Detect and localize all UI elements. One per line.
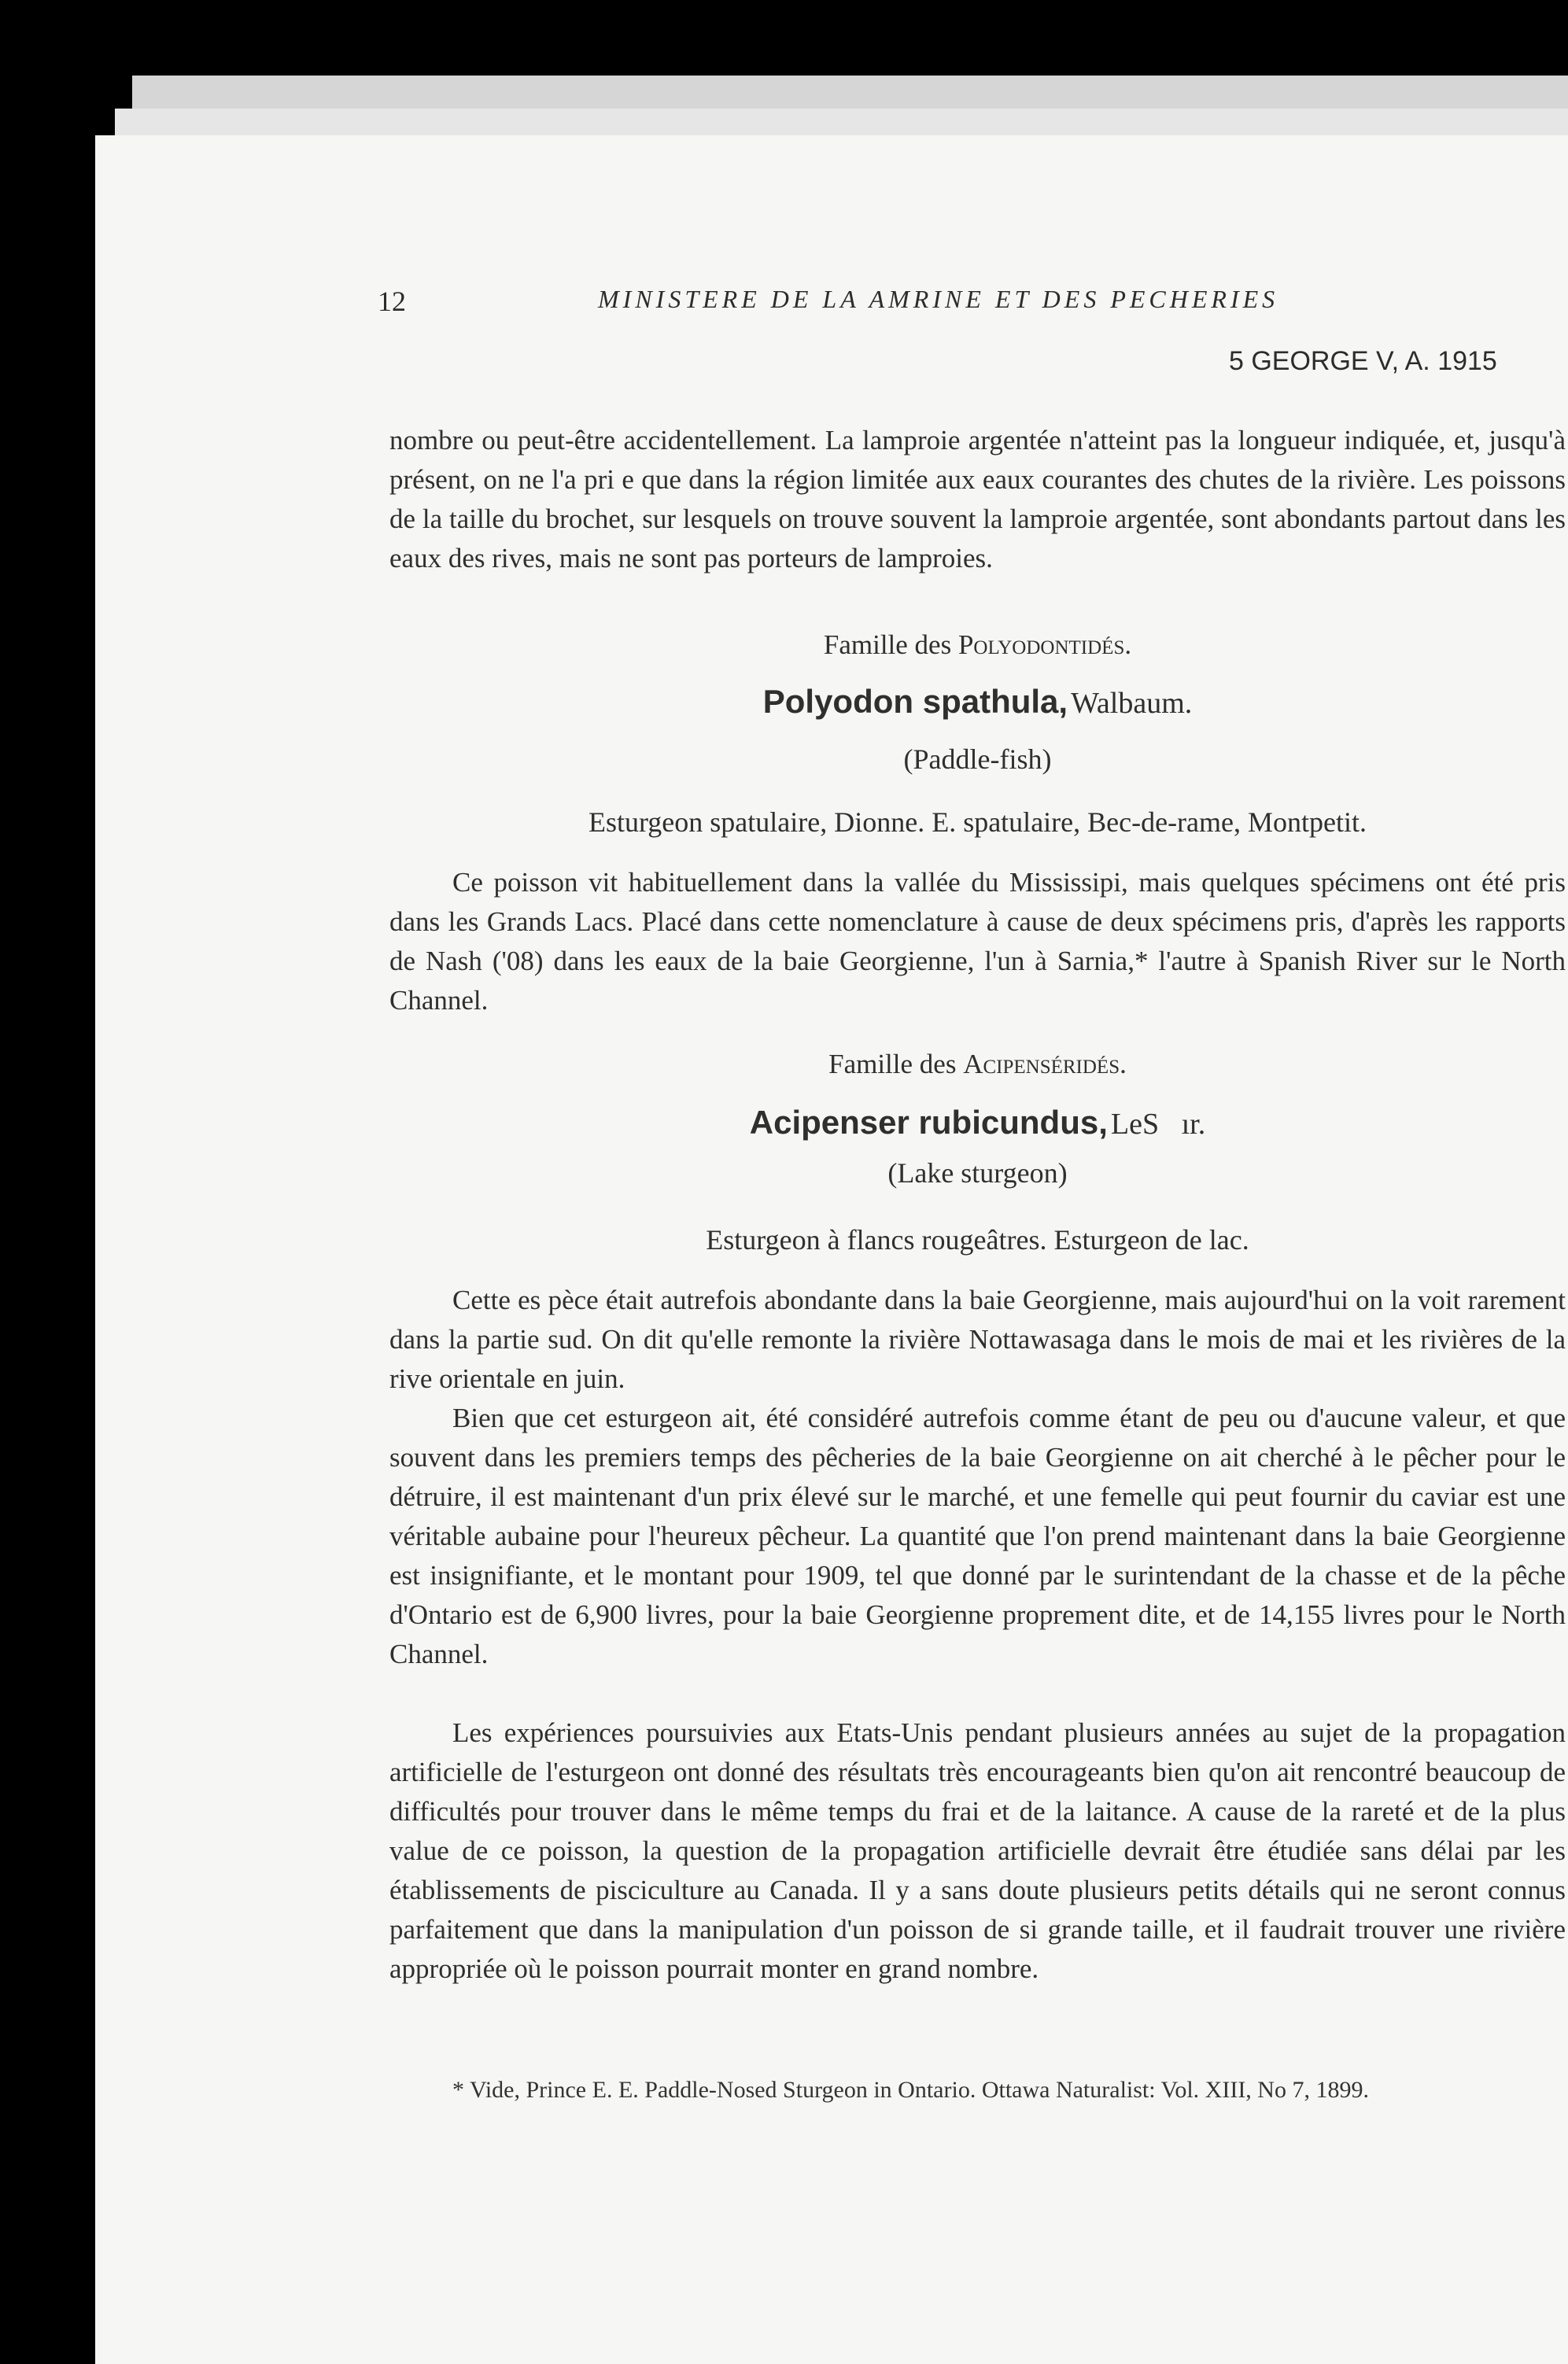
family-name: Polyodontidés. <box>957 629 1132 660</box>
page-number: 12 <box>378 286 406 317</box>
species-name: Acipenser rubicundus, <box>749 1104 1108 1141</box>
family-prefix: Famille des <box>823 629 952 660</box>
section-paragraph: Ce poisson vit habituellement dans la vallée du Mississipi, mais quelques spécimens ont été pris dans les Grands Lacs. Placé dans cette nomenclature à cause de deux spécimens pris, d'après les rapports de Nash ('08) dans les eaux de la baie Georgienne, l'un à Sarnia,* l'autre à Spanish River sur le North Channel. <box>389 867 1566 1016</box>
section-paragraph: Bien que cet esturgeon ait, été considéré autrefois comme étant de peu ou d'aucune valeur, et que souvent dans les premiers temps des pêcheries de la baie Georgienne on ait cherché à le pêcher pour le détruire, il est maintenant d'un prix élevé sur le marché, et une femelle qui peut fournir du caviar est une véritable aubaine pour l'heureux pêcheur. La quantité que l'on prend maintenant dans la baie Georgienne est insignifiante, et le montant pour 1909, tel que donné par le surintendant de la chasse et de la pêche d'Ontario est de 6,900 livres, pour la baie Georgienne proprement dite, et de 14,155 livres pour le North Channel. <box>389 1403 1566 1669</box>
synonyms: Esturgeon spatulaire, Dionne. E. spatulaire, Bec-de-rame, Montpetit. <box>588 806 1367 838</box>
species-authority: LeS ır. <box>1110 1108 1206 1141</box>
family-prefix: Famille des <box>828 1049 957 1079</box>
family-name: Acipenséridés. <box>963 1049 1127 1079</box>
session-label: 5 GEORGE V, A. 1915 <box>1229 346 1497 376</box>
species-heading <box>389 683 1566 721</box>
section-paragraph: Les expériences poursuivies aux Etats-Unis pendant plusieurs années au sujet de la propagation artificielle de l'esturgeon ont donné des résultats très encourageants bien qu'on ait rencontré beaucoup de difficultés pour trouver dans le même temps du frai et de la laitance. A cause de la rareté et de la plus value de ce poisson, la question de la propagation artificielle devrait être étudiée sans délai par les établissements de pisciculture au Canada. Il y a sans doute plusieurs petits détails qui ne seront connus parfaitement que dans la manipulation d'un poisson de si grande taille, et il faudrait trouver une rivière appropriée où le poisson pourrait monter en grand nombre. <box>389 1717 1566 1984</box>
footnote: * Vide, Prince E. E. Paddle-Nosed Sturgeon in Ontario. Ottawa Naturalist: Vol. XIII, No 7, 1899. <box>452 2077 1369 2103</box>
species-name: Polyodon spathula, <box>762 683 1068 720</box>
family-heading <box>389 1049 1566 1080</box>
running-title: MINISTERE DE LA AMRINE ET DES PECHERIES <box>598 285 1279 313</box>
synonyms: Esturgeon à flancs rougeâtres. Esturgeon de lac. <box>706 1224 1249 1256</box>
species-authority: Walbaum. <box>1071 687 1193 720</box>
family-heading <box>389 629 1566 661</box>
section-paragraph: Cette es pèce était autrefois abondante dans la baie Georgienne, mais aujourd'hui on la voit rarement dans la partie sud. On dit qu'elle remonte la rivière Nottawasaga dans le mois de mai et les rivières de la rive orientale en juin. <box>389 1285 1566 1394</box>
common-name: (Paddle-fish) <box>903 743 1052 775</box>
intro-paragraph: nombre ou peut-être accidentellement. La lamproie argentée n'atteint pas la longueur indiquée, et, jusqu'à présent, on ne l'a pri e que dans la région limitée aux eaux courantes des chutes de la rivière. Les poissons de la taille du brochet, sur lesquels on trouve souvent la lamproie argentée, sont abondants partout dans les eaux des rives, mais ne sont pas porteurs de lamproies. <box>389 425 1566 573</box>
species-heading <box>389 1104 1566 1141</box>
common-name: (Lake sturgeon) <box>887 1157 1068 1189</box>
